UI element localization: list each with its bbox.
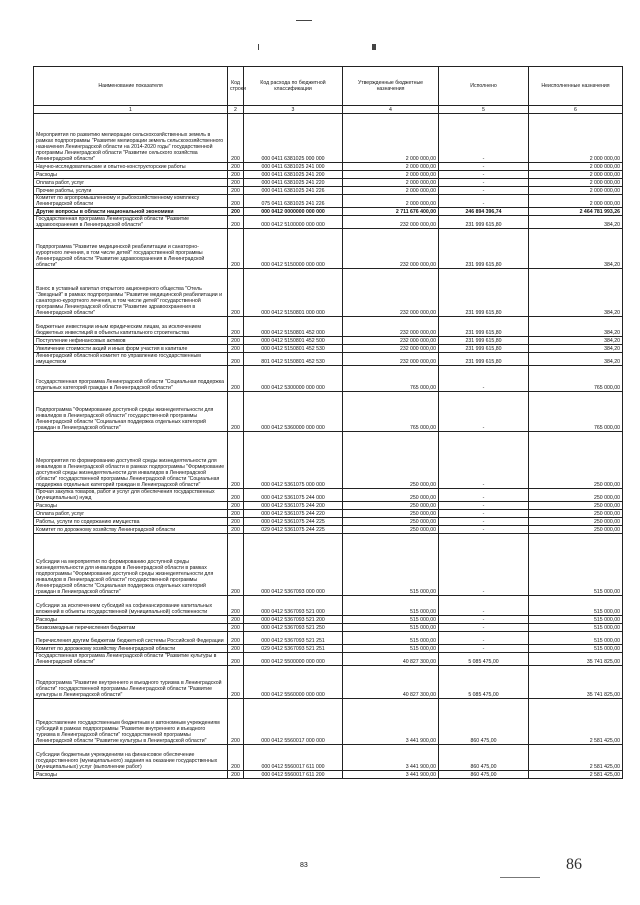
row-budget-code: 000 0412 5361075 244 000 [244, 489, 343, 502]
table-row [34, 699, 623, 745]
row-budget-code: 000 0412 5361075 244 200 [244, 502, 343, 510]
row-unexecuted: 384,20 [529, 229, 623, 269]
row-unexecuted: 384,20 [529, 317, 623, 337]
row-approved: 3 441 900,00 [343, 745, 439, 771]
row-unexecuted: 765 000,00 [529, 366, 623, 392]
row-approved: 232 000 000,00 [343, 337, 439, 345]
table-row [34, 510, 623, 518]
row-unexecuted: 515 000,00 [529, 624, 623, 632]
row-unexecuted: 250 000,00 [529, 526, 623, 534]
page-number: 83 [300, 862, 308, 869]
table-row [34, 366, 623, 392]
row-executed: - [439, 114, 529, 163]
table-row [34, 489, 623, 502]
row-unexecuted: 384,20 [529, 337, 623, 345]
row-line-code: 200 [228, 632, 244, 645]
row-unexecuted: 250 000,00 [529, 518, 623, 526]
row-unexecuted: 2 000 000,00 [529, 187, 623, 195]
row-approved: 765 000,00 [343, 366, 439, 392]
row-indicator-name: Расходы [34, 771, 228, 779]
row-line-code: 200 [228, 645, 244, 653]
row-approved: 232 000 000,00 [343, 317, 439, 337]
row-line-code: 200 [228, 518, 244, 526]
row-executed: 860 475,00 [439, 745, 529, 771]
row-budget-code: 029 0412 5367093 521 251 [244, 645, 343, 653]
table-row [34, 208, 623, 216]
row-budget-code: 000 0412 5150000 000 000 [244, 229, 343, 269]
row-unexecuted: 2 000 000,00 [529, 195, 623, 208]
row-line-code: 200 [228, 171, 244, 179]
row-executed: 860 475,00 [439, 699, 529, 745]
row-unexecuted: 2 000 000,00 [529, 114, 623, 163]
table-row [34, 171, 623, 179]
row-indicator-name: Комитет по агропромышленному и рыбохозяйственному комплексу Ленинградской области [34, 195, 228, 208]
table-row [34, 745, 623, 771]
row-approved: 515 000,00 [343, 632, 439, 645]
row-line-code: 200 [228, 510, 244, 518]
row-indicator-name: Государственная программа Ленинградской области "Социальная поддержка отдельных категорий граждан в Ленинградской области" [34, 366, 228, 392]
row-indicator-name: Безвозмездные перечисления бюджетам [34, 624, 228, 632]
row-budget-code: 000 0412 5560000 000 000 [244, 666, 343, 699]
row-indicator-name: Мероприятия по формированию доступной среды жизнедеятельности для инвалидов в Ленинградской области в рамках подпрограммы "Формирование доступной среды жизнедеятельности для инвалидов в Ленинградской области" государственной программы Ленинградской области "Социальная поддержка отдельных категорий граждан в Ленинградской области" [34, 432, 228, 489]
table-row [34, 187, 623, 195]
row-budget-code: 000 0411 6381025 241 226 [244, 187, 343, 195]
row-unexecuted: 2 000 000,00 [529, 163, 623, 171]
row-line-code: 200 [228, 771, 244, 779]
table-row [34, 317, 623, 337]
row-approved: 250 000,00 [343, 518, 439, 526]
row-line-code: 200 [228, 534, 244, 596]
row-line-code: 200 [228, 187, 244, 195]
column-index-row [34, 106, 623, 114]
row-line-code: 200 [228, 179, 244, 187]
row-approved: 250 000,00 [343, 526, 439, 534]
table-row [34, 163, 623, 171]
row-budget-code: 000 0412 5150801 452 500 [244, 337, 343, 345]
row-indicator-name: Государственная программа Ленинградской области "Развитие здравоохранения в Ленинградской области" [34, 216, 228, 229]
column-index: 3 [244, 106, 343, 114]
header-unexecuted: Неисполненные назначения [529, 67, 623, 106]
row-executed: - [439, 632, 529, 645]
row-indicator-name: Научно-исследовательские и опытно-конструкторские работы [34, 163, 228, 171]
row-budget-code: 801 0412 5150801 452 530 [244, 353, 343, 366]
table-row [34, 616, 623, 624]
row-budget-code: 000 0412 5361075 000 000 [244, 432, 343, 489]
table-row [34, 632, 623, 645]
row-executed: 231 999 615,80 [439, 345, 529, 353]
row-indicator-name: Мероприятия по развитию мелиорации сельскохозяйственных земель в рамках подпрограммы "Развитие мелиорации земель сельскохозяйственного назначения Ленинградской области на 2014-2020 годы" государственной программы Ленинградской области "Развитие сельского хозяйства Ленинградской области" [34, 114, 228, 163]
row-budget-code: 029 0412 5361075 244 225 [244, 526, 343, 534]
row-budget-code: 000 0412 5367093 000 000 [244, 534, 343, 596]
row-executed: - [439, 171, 529, 179]
table-row [34, 596, 623, 616]
row-indicator-name: Подпрограмма "Развитие медицинской реабилитации и санаторно-курортного лечения, в том числе детей" государственной программы Ленинградской области "Развитие здравоохранения в Ленинградской области" [34, 229, 228, 269]
row-budget-code: 000 0411 6381025 241 000 [244, 163, 343, 171]
table-row [34, 195, 623, 208]
row-budget-code: 000 0412 5500000 000 000 [244, 653, 343, 666]
table-row [34, 653, 623, 666]
row-unexecuted: 250 000,00 [529, 432, 623, 489]
row-line-code: 200 [228, 432, 244, 489]
row-executed: - [439, 195, 529, 208]
row-executed: - [439, 534, 529, 596]
row-unexecuted: 35 741 825,00 [529, 666, 623, 699]
table-body [34, 114, 623, 779]
row-unexecuted: 250 000,00 [529, 502, 623, 510]
row-approved: 2 000 000,00 [343, 163, 439, 171]
row-indicator-name: Предоставление государственным бюджетным и автономным учреждениям субсидий в рамках подпрограммы "Развитие внутреннего и въездного туризма в Ленинградской области" государственной программы Ленинградской области "Развитие культуры в Ленинградской области" [34, 699, 228, 745]
row-line-code: 200 [228, 114, 244, 163]
row-approved: 250 000,00 [343, 489, 439, 502]
header-executed: Исполнено [439, 67, 529, 106]
row-executed: 231 999 615,80 [439, 337, 529, 345]
row-line-code: 200 [228, 489, 244, 502]
row-indicator-name: Субсидии за исключением субсидий на софинансирование капитальных вложений в объекты государственной (муниципальной) собственности [34, 596, 228, 616]
row-indicator-name: Подпрограмма "Развитие внутреннего и въездного туризма в Ленинградской области" государственной программы Ленинградской области "Развитие культуры в Ленинградской области" [34, 666, 228, 699]
row-budget-code: 000 0412 5361075 244 225 [244, 518, 343, 526]
row-approved: 232 000 000,00 [343, 345, 439, 353]
row-executed: 231 999 615,80 [439, 317, 529, 337]
header-approved: Утвержденные бюджетные назначения [343, 67, 439, 106]
row-approved: 2 711 676 400,00 [343, 208, 439, 216]
row-approved: 250 000,00 [343, 432, 439, 489]
row-executed: - [439, 616, 529, 624]
row-executed: 231 999 615,80 [439, 269, 529, 317]
row-indicator-name: Оплата работ, услуг [34, 510, 228, 518]
row-line-code: 200 [228, 366, 244, 392]
row-unexecuted: 515 000,00 [529, 534, 623, 596]
row-indicator-name: Субсидии бюджетным учреждениям на финансовое обеспечение государственного (муниципального) задания на оказание государственных (муниципальных) услуг (выполнение работ) [34, 745, 228, 771]
row-approved: 250 000,00 [343, 502, 439, 510]
row-indicator-name: Расходы [34, 502, 228, 510]
table-row [34, 269, 623, 317]
row-indicator-name: Увеличение стоимости акций и иных форм участия в капитале [34, 345, 228, 353]
row-unexecuted: 515 000,00 [529, 596, 623, 616]
row-line-code: 200 [228, 317, 244, 337]
table-row [34, 353, 623, 366]
row-indicator-name: Ленинградский областной комитет по управлению государственным имуществом [34, 353, 228, 366]
table-row [34, 624, 623, 632]
row-indicator-name: Бюджетные инвестиции иным юридическим лицам, за исключением бюджетных инвестиций в объекты капитального строительства [34, 317, 228, 337]
row-line-code: 200 [228, 526, 244, 534]
row-executed: - [439, 502, 529, 510]
column-index: 4 [343, 106, 439, 114]
row-budget-code: 000 0412 5100000 000 000 [244, 216, 343, 229]
table-row [34, 502, 623, 510]
row-approved: 232 000 000,00 [343, 216, 439, 229]
row-budget-code: 000 0412 5360000 000 000 [244, 392, 343, 432]
row-unexecuted: 765 000,00 [529, 392, 623, 432]
row-executed: 5 085 475,00 [439, 666, 529, 699]
row-indicator-name: Прочая закупка товаров, работ и услуг для обеспечения государственных (муниципальных) нужд [34, 489, 228, 502]
row-executed: - [439, 518, 529, 526]
scan-mark [372, 44, 376, 50]
row-executed: - [439, 366, 529, 392]
budget-execution-table [33, 66, 623, 779]
row-approved: 515 000,00 [343, 624, 439, 632]
row-approved: 3 441 900,00 [343, 771, 439, 779]
row-executed: - [439, 510, 529, 518]
row-budget-code: 000 0411 6381025 000 000 [244, 114, 343, 163]
row-line-code: 200 [228, 353, 244, 366]
row-unexecuted: 2 581 425,00 [529, 699, 623, 745]
row-unexecuted: 2 581 425,00 [529, 771, 623, 779]
row-approved: 2 000 000,00 [343, 179, 439, 187]
row-line-code: 200 [228, 216, 244, 229]
row-line-code: 200 [228, 337, 244, 345]
row-indicator-name: Подпрограмма "Формирование доступной среды жизнедеятельности для инвалидов в Ленинградской области" государственной программы Ленинградской области "Социальная поддержка отдельных категорий граждан в Ленинградской области" [34, 392, 228, 432]
row-approved: 2 000 000,00 [343, 187, 439, 195]
header-budget-code: Код расхода по бюджетной классификации [244, 67, 343, 106]
row-line-code: 200 [228, 745, 244, 771]
row-executed: - [439, 392, 529, 432]
row-line-code: 200 [228, 269, 244, 317]
row-indicator-name: Поступление нефинансовых активов [34, 337, 228, 345]
row-approved: 232 000 000,00 [343, 229, 439, 269]
scan-mark [296, 20, 312, 21]
row-line-code: 200 [228, 392, 244, 432]
table-row [34, 526, 623, 534]
row-indicator-name: Работы, услуги по содержанию имущества [34, 518, 228, 526]
table-row [34, 645, 623, 653]
row-executed: - [439, 526, 529, 534]
table-row [34, 216, 623, 229]
row-executed: - [439, 624, 529, 632]
row-line-code: 200 [228, 666, 244, 699]
table-row [34, 179, 623, 187]
row-approved: 2 000 000,00 [343, 114, 439, 163]
handwritten-page-stamp: 86 [566, 856, 582, 873]
row-approved: 232 000 000,00 [343, 269, 439, 317]
row-approved: 2 000 000,00 [343, 195, 439, 208]
row-budget-code: 000 0412 5367093 521 000 [244, 596, 343, 616]
row-unexecuted: 384,20 [529, 216, 623, 229]
row-budget-code: 000 0412 5150801 452 000 [244, 317, 343, 337]
row-line-code: 200 [228, 208, 244, 216]
row-indicator-name: Прочие работы, услуги [34, 187, 228, 195]
row-executed: - [439, 432, 529, 489]
row-unexecuted: 2 464 781 993,26 [529, 208, 623, 216]
row-approved: 765 000,00 [343, 392, 439, 432]
row-budget-code: 000 0412 0000000 000 000 [244, 208, 343, 216]
row-line-code: 200 [228, 624, 244, 632]
column-index: 5 [439, 106, 529, 114]
table-row [34, 432, 623, 489]
row-unexecuted: 2 000 000,00 [529, 171, 623, 179]
row-executed: - [439, 489, 529, 502]
row-approved: 40 827 300,00 [343, 666, 439, 699]
row-unexecuted: 384,20 [529, 269, 623, 317]
row-indicator-name: Перечисления другим бюджетам бюджетной системы Российской Федерации [34, 632, 228, 645]
row-unexecuted: 515 000,00 [529, 632, 623, 645]
row-budget-code: 000 0412 5560017 611 200 [244, 771, 343, 779]
row-executed: - [439, 596, 529, 616]
row-indicator-name: Другие вопросы в области национальной экономики [34, 208, 228, 216]
row-budget-code: 000 0412 5150801 000 000 [244, 269, 343, 317]
row-line-code: 200 [228, 229, 244, 269]
row-executed: - [439, 187, 529, 195]
row-approved: 232 000 000,00 [343, 353, 439, 366]
table-row [34, 392, 623, 432]
row-indicator-name: Оплата работ, услуг [34, 179, 228, 187]
row-budget-code: 000 0412 5361075 244 220 [244, 510, 343, 518]
table-row [34, 666, 623, 699]
row-unexecuted: 2 000 000,00 [529, 179, 623, 187]
row-line-code: 200 [228, 653, 244, 666]
table-row [34, 771, 623, 779]
row-line-code: 200 [228, 163, 244, 171]
row-approved: 515 000,00 [343, 645, 439, 653]
row-line-code: 200 [228, 596, 244, 616]
row-line-code: 200 [228, 616, 244, 624]
column-index: 1 [34, 106, 228, 114]
row-budget-code: 000 0412 5300000 000 000 [244, 366, 343, 392]
row-budget-code: 000 0412 5367093 521 200 [244, 616, 343, 624]
table-header-row [34, 67, 623, 106]
row-line-code: 200 [228, 699, 244, 745]
row-indicator-name: Взнос в уставный капитал открытого акционерного общества "Отель "Звездный" в рамках подпрограммы "Развитие медицинской реабилитации и санаторно-курортного лечения, в том числе детей" государственной программы Ленинградской области "Развитие здравоохранения в Ленинградской области" [34, 269, 228, 317]
row-unexecuted: 35 741 825,00 [529, 653, 623, 666]
row-executed: - [439, 179, 529, 187]
table-row [34, 518, 623, 526]
row-executed: - [439, 645, 529, 653]
row-budget-code: 000 0412 5150801 452 530 [244, 345, 343, 353]
row-unexecuted: 515 000,00 [529, 645, 623, 653]
row-line-code: 200 [228, 195, 244, 208]
row-indicator-name: Комитет по дорожному хозяйству Ленинградской области [34, 526, 228, 534]
scan-mark [258, 44, 259, 50]
row-approved: 3 441 900,00 [343, 699, 439, 745]
row-indicator-name: Комитет по дорожному хозяйству Ленинградской области [34, 645, 228, 653]
table-row [34, 229, 623, 269]
row-approved: 515 000,00 [343, 596, 439, 616]
row-line-code: 200 [228, 502, 244, 510]
row-budget-code: 000 0412 5367093 521 250 [244, 624, 343, 632]
row-unexecuted: 250 000,00 [529, 510, 623, 518]
scan-mark [500, 877, 540, 878]
row-executed: 246 894 396,74 [439, 208, 529, 216]
table-row [34, 345, 623, 353]
row-budget-code: 000 0412 5560017 611 000 [244, 745, 343, 771]
row-approved: 515 000,00 [343, 616, 439, 624]
row-unexecuted: 250 000,00 [529, 489, 623, 502]
row-approved: 515 000,00 [343, 534, 439, 596]
table-row [34, 337, 623, 345]
row-executed: 231 999 615,80 [439, 229, 529, 269]
header-indicator-name: Наименование показателя [34, 67, 228, 106]
row-approved: 250 000,00 [343, 510, 439, 518]
column-index: 2 [228, 106, 244, 114]
row-unexecuted: 2 581 425,00 [529, 745, 623, 771]
row-unexecuted: 515 000,00 [529, 616, 623, 624]
row-approved: 40 827 300,00 [343, 653, 439, 666]
row-budget-code: 000 0411 6381025 241 220 [244, 179, 343, 187]
row-budget-code: 000 0411 6381025 241 200 [244, 171, 343, 179]
row-executed: 231 999 615,80 [439, 216, 529, 229]
table-row [34, 114, 623, 163]
row-executed: 860 475,00 [439, 771, 529, 779]
row-executed: 5 085 475,00 [439, 653, 529, 666]
row-executed: - [439, 163, 529, 171]
row-indicator-name: Расходы [34, 171, 228, 179]
row-indicator-name: Расходы [34, 616, 228, 624]
row-executed: 231 999 615,80 [439, 353, 529, 366]
row-unexecuted: 384,20 [529, 353, 623, 366]
column-index: 6 [529, 106, 623, 114]
row-budget-code: 000 0412 5367093 521 251 [244, 632, 343, 645]
row-unexecuted: 384,20 [529, 345, 623, 353]
row-line-code: 200 [228, 345, 244, 353]
row-budget-code: 000 0412 5560017 000 000 [244, 699, 343, 745]
row-indicator-name: Субсидии на мероприятия по формированию доступной среды жизнедеятельности для инвалидов в Ленинградской области в рамках подпрограммы "Формирование доступной среды жизнедеятельности для инвалидов в Ленинградской области" государственной программы Ленинградской области "Социальная поддержка отдельных категорий граждан в Ленинградской области" [34, 534, 228, 596]
header-line-code: Код строки [228, 67, 244, 106]
row-indicator-name: Государственная программа Ленинградской области "Развитие культуры в Ленинградской области" [34, 653, 228, 666]
row-approved: 2 000 000,00 [343, 171, 439, 179]
row-budget-code: 075 0411 6381025 241 226 [244, 195, 343, 208]
table-row [34, 534, 623, 596]
